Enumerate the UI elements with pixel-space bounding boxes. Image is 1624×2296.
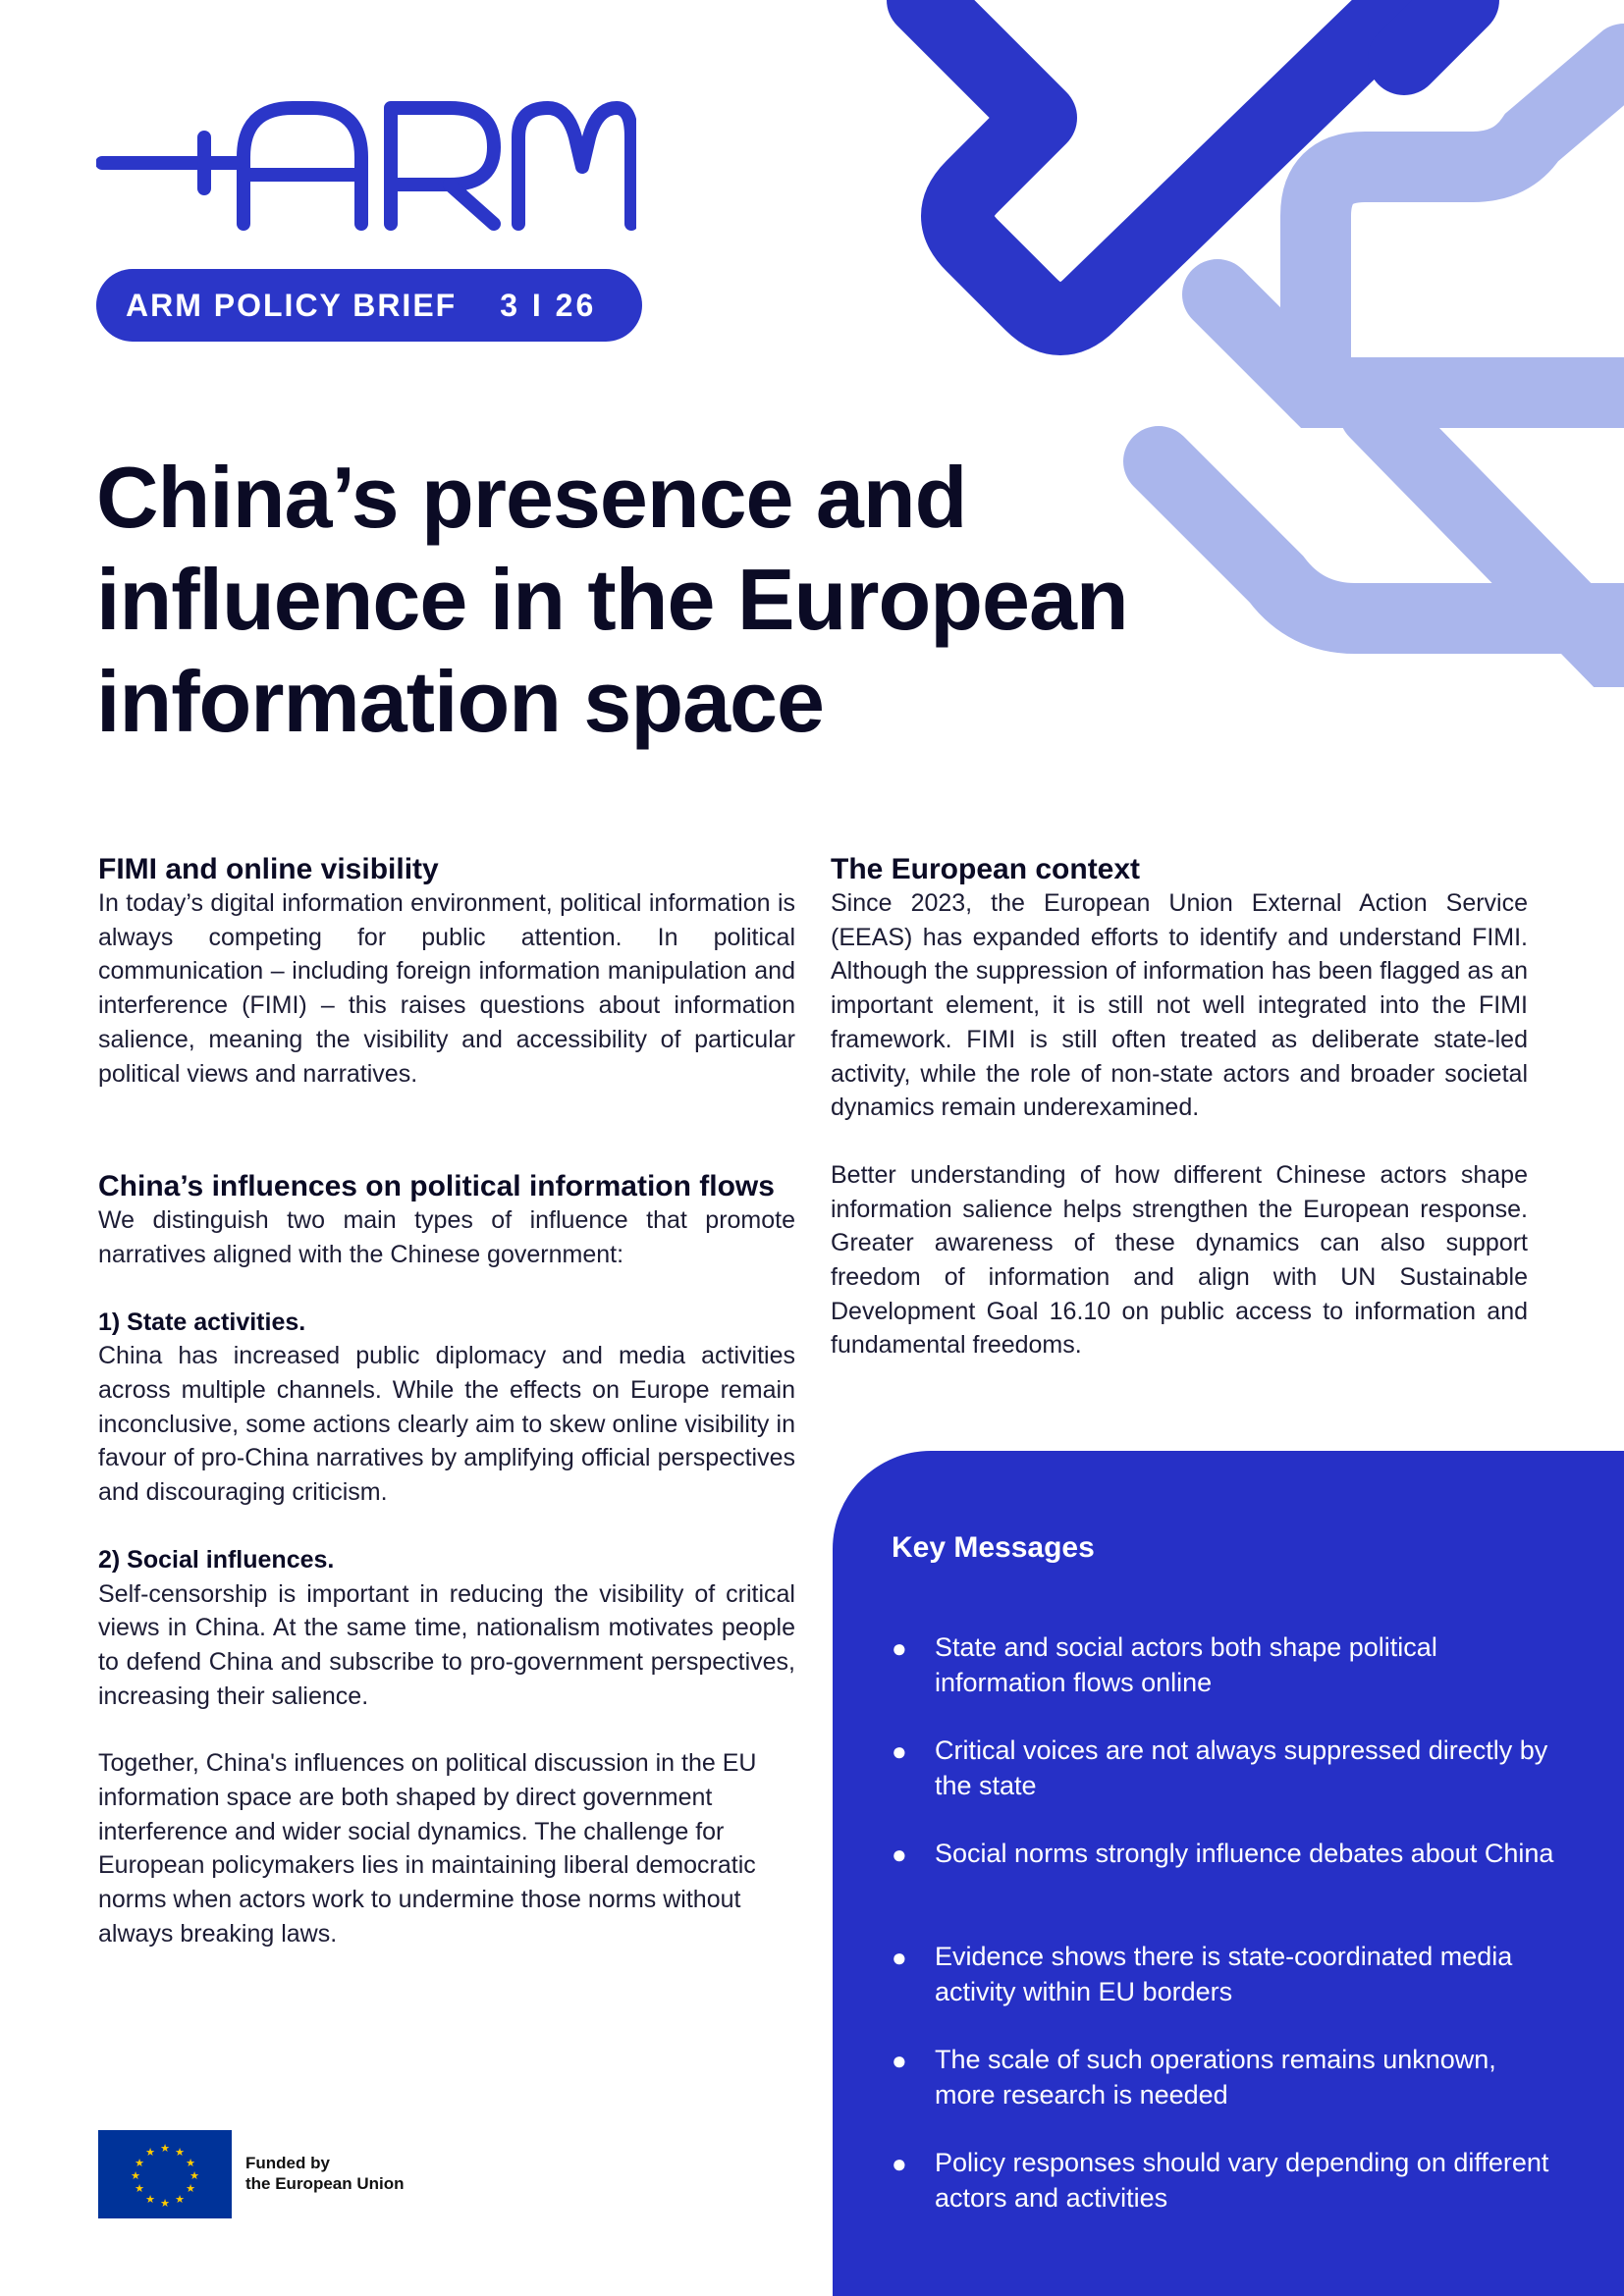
eu-flag-icon (98, 2130, 232, 2218)
bullet-dot-icon: ● (892, 1736, 907, 1766)
svg-text:★: ★ (186, 2157, 195, 2169)
svg-text:★: ★ (145, 2193, 155, 2206)
policy-brief-badge (96, 269, 642, 342)
influences-heading: China’s influences on political information flows (98, 1170, 775, 1203)
list-item: ● Critical voices are not always suppressed directly by the state (892, 1735, 1548, 1800)
svg-text:★: ★ (160, 2197, 170, 2210)
list-item: ● State and social actors both shape political information flows online (892, 1632, 1437, 1697)
european-context-p2: Better understanding of how different Chinese actors shape information salience helps strengthen the European response. Greater awareness of these dynamics can also support freedom of information and align with UN Sustainable Development Goal 16.10 on public access to information and fundamental freedoms. (831, 1160, 1528, 1360)
svg-text:★: ★ (135, 2182, 144, 2195)
svg-text:★: ★ (175, 2146, 185, 2159)
conclusion-body: Together, China's influences on political discussion in the EU information space are both shaped by direct government interference and wider social dynamics. The challenge for European policymakers lies in maintaining liberal democratic norms when actors work to undermine those norms without always breaking laws. (98, 1749, 757, 1948)
svg-text:★: ★ (135, 2157, 144, 2169)
key-messages-list (892, 1629, 1559, 2248)
bullet-dot-icon: ● (892, 2149, 907, 2178)
key-messages-panel (833, 1451, 1624, 2296)
svg-text:★: ★ (175, 2193, 185, 2206)
key-messages-title: Key Messages (892, 1531, 1095, 1564)
list-item: ● The scale of such operations remains unknown, more research is needed (892, 2045, 1496, 2109)
european-context-p1: Since 2023, the European Union External Action Service (EEAS) has expanded efforts to identify and understand FIMI. Although the suppression of information has been flagged as an important element, it is still not well integrated into the FIMI framework. FIMI is still often treated as deliberate state-led activity, while the role of non-state actors and broader societal dynamics remain underexamined. (831, 889, 1528, 1122)
funded-by-label: Funded by the European Union (245, 2154, 405, 2193)
right-column (831, 852, 1528, 1362)
badge-issue: 3 I 26 (500, 287, 597, 323)
social-influences-body: Self-censorship is important in reducing the visibility of critical views in China. At the same time, nationalism motivates people to defend China and subscribe to pro-government perspectives, increasing their salience. (98, 1579, 795, 1710)
svg-text:★: ★ (189, 2169, 199, 2182)
bullet-dot-icon: ● (892, 2046, 907, 2075)
social-influences-heading: 2) Social influences. (98, 1545, 335, 1574)
arm-logo (96, 98, 636, 236)
fimi-heading: FIMI and online visibility (98, 853, 439, 885)
svg-text:★: ★ (160, 2142, 170, 2155)
left-column (98, 852, 795, 1951)
list-item: ● Evidence shows there is state-coordinated media activity within EU borders (892, 1942, 1513, 2006)
bullet-dot-icon: ● (892, 1633, 907, 1663)
badge-label: ARM POLICY BRIEF (126, 287, 458, 323)
page-title: China’s presence and influence in the European information space (96, 449, 1128, 750)
fimi-body: In today’s digital information environment, political information is always competing for public attention. In political communication – including foreign information manipulation and interference (FIMI) – this raises questions about information salience, meaning the visibility and accessibility of particular political views and narratives. (98, 889, 795, 1088)
list-item: ● Policy responses should vary depending on different actors and activities (892, 2148, 1549, 2213)
european-context-heading: The European context (831, 853, 1141, 885)
svg-text:★: ★ (186, 2182, 195, 2195)
influences-intro: We distinguish two main types of influence that promote narratives aligned with the Chinese government: (98, 1206, 795, 1268)
state-activities-body: China has increased public diplomacy and media activities across multiple channels. While the effects on Europe remain inconclusive, some actions clearly aim to skew online visibility in favour of pro-China narratives by amplifying official perspectives and discouraging criticism. (98, 1342, 795, 1507)
state-activities-heading: 1) State activities. (98, 1308, 306, 1336)
bullet-dot-icon: ● (892, 1840, 907, 1869)
bullet-dot-icon: ● (892, 1943, 907, 1972)
svg-text:★: ★ (145, 2146, 155, 2159)
list-item: ● Social norms strongly influence debates about China (892, 1839, 1554, 1869)
logo-text: ARM (96, 98, 99, 99)
svg-text:★: ★ (131, 2169, 140, 2182)
